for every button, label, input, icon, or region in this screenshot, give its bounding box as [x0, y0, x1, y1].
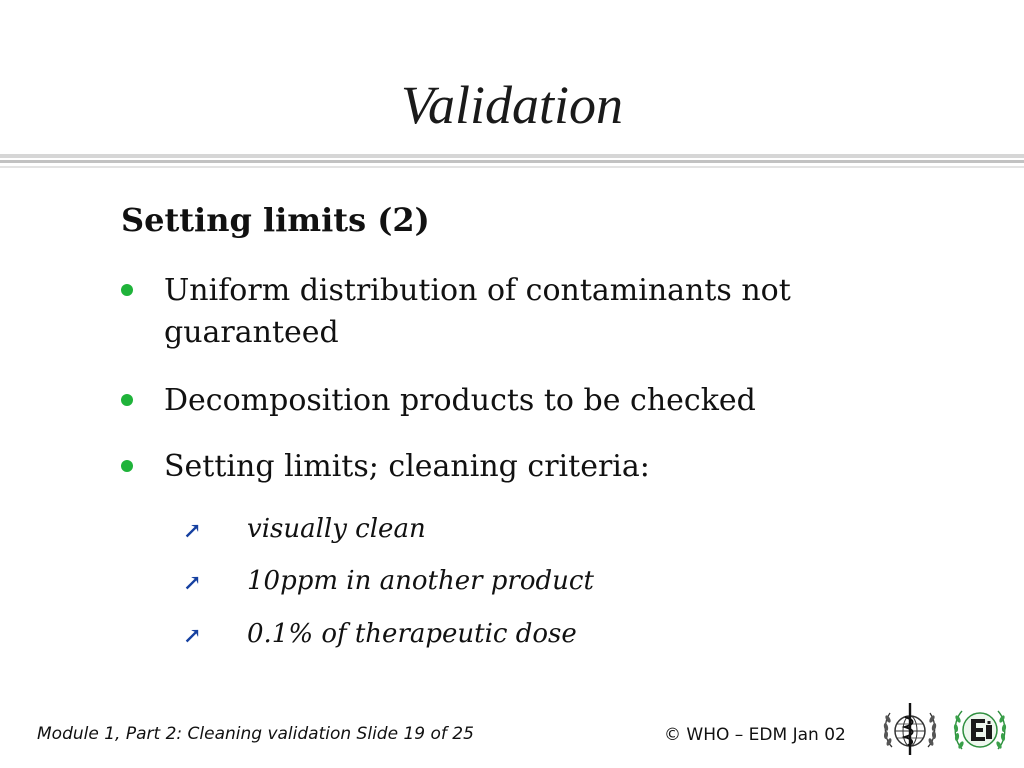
sub-bullet-text: 0.1% of therapeutic dose [247, 619, 577, 649]
bullet-text: Uniform distribution of contaminants not guaranteed [164, 273, 791, 350]
arrow-up-right-icon: ↗ [183, 623, 202, 649]
arrow-up-right-icon: ↗ [183, 570, 202, 596]
bullet-dot-icon [121, 284, 133, 296]
sub-bullet-text: visually clean [247, 514, 426, 544]
bullet-dot-icon [121, 460, 133, 472]
arrow-up-right-icon: ↗ [183, 518, 202, 544]
edm-logo-icon [948, 697, 1012, 761]
bullet-dot-icon [121, 394, 133, 406]
sub-bullet-text: 10ppm in another product [247, 566, 594, 596]
slide-subtitle: Setting limits (2) [121, 201, 430, 239]
footer-copyright: © WHO – EDM Jan 02 [664, 725, 846, 745]
slide-title: Validation [400, 75, 623, 135]
footer-module-info: Module 1, Part 2: Cleaning validation Slide 19 of 25 [37, 724, 474, 744]
bullet-text: Decomposition products to be checked [164, 383, 756, 418]
title-divider [0, 166, 1024, 168]
title-divider [0, 154, 1024, 158]
title-divider [0, 160, 1024, 163]
bullet-text: Setting limits; cleaning criteria: [164, 449, 650, 484]
who-emblem-icon [878, 697, 942, 761]
